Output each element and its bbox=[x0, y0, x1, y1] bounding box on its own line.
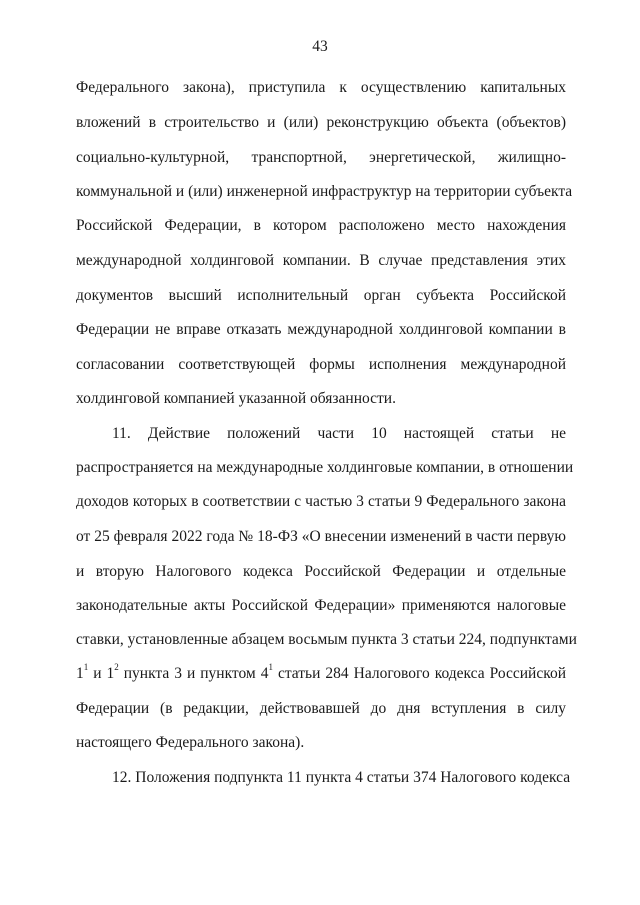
text-line: документов высший исполнительный орган субъекта Российской bbox=[76, 287, 566, 304]
text-line: Российской Федерации, в котором расположено место нахождения bbox=[76, 217, 566, 234]
text-fragment: пункта 3 и пунктом 4 bbox=[118, 665, 269, 682]
paragraph-12-first-line: 12. Положения подпункта 11 пункта 4 статьи 374 Налогового кодекса bbox=[112, 769, 571, 786]
text-line: доходов которых в соответствии с частью 3 статьи 9 Федерального закона bbox=[76, 493, 566, 510]
superscript: 1 bbox=[268, 661, 273, 672]
page-number: 43 bbox=[312, 38, 328, 55]
text-line: международной холдинговой компании. В случае представления этих bbox=[76, 252, 566, 269]
superscript: 2 bbox=[114, 661, 119, 672]
text-line: Федерации (в редакции, действовавшей до дня вступления в силу bbox=[76, 700, 566, 717]
text-fragment: статьи 284 Налогового кодекса Российской bbox=[272, 665, 566, 682]
text-fragment: 1 bbox=[76, 665, 84, 682]
text-line: коммунальной и (или) инженерной инфраструктур на территории субъекта bbox=[76, 183, 573, 200]
text-line-with-superscripts bbox=[76, 661, 566, 684]
text-line: холдинговой компанией указанной обязанности. bbox=[76, 390, 396, 407]
text-line: настоящего Федерального закона). bbox=[76, 734, 305, 751]
text-line: вложений в строительство и (или) реконструкцию объекта (объектов) bbox=[76, 114, 566, 131]
text-line: ставки, установленные абзацем восьмым пункта 3 статьи 224, подпунктами bbox=[76, 631, 577, 648]
text-line: согласовании соответствующей формы исполнения международной bbox=[76, 356, 566, 373]
text-fragment: и 1 bbox=[88, 665, 115, 682]
text-line: социально-культурной, транспортной, энергетической, жилищно- bbox=[76, 149, 566, 166]
text-line: законодательные акты Российской Федерации» применяются налоговые bbox=[76, 597, 566, 614]
paragraph-11-first-line: 11. Действие положений части 10 настоящей статьи не bbox=[112, 425, 566, 442]
text-line: от 25 февраля 2022 года № 18-ФЗ «О внесении изменений в части первую bbox=[76, 528, 566, 545]
text-line: Федерации не вправе отказать международной холдинговой компании в bbox=[76, 321, 566, 338]
text-line: и вторую Налогового кодекса Российской Федерации и отдельные bbox=[76, 563, 566, 580]
text-line: распространяется на международные холдинговые компании, в отношении bbox=[76, 459, 574, 476]
superscript: 1 bbox=[83, 661, 89, 672]
text-line: Федерального закона), приступила к осуществлению капитальных bbox=[76, 79, 566, 96]
